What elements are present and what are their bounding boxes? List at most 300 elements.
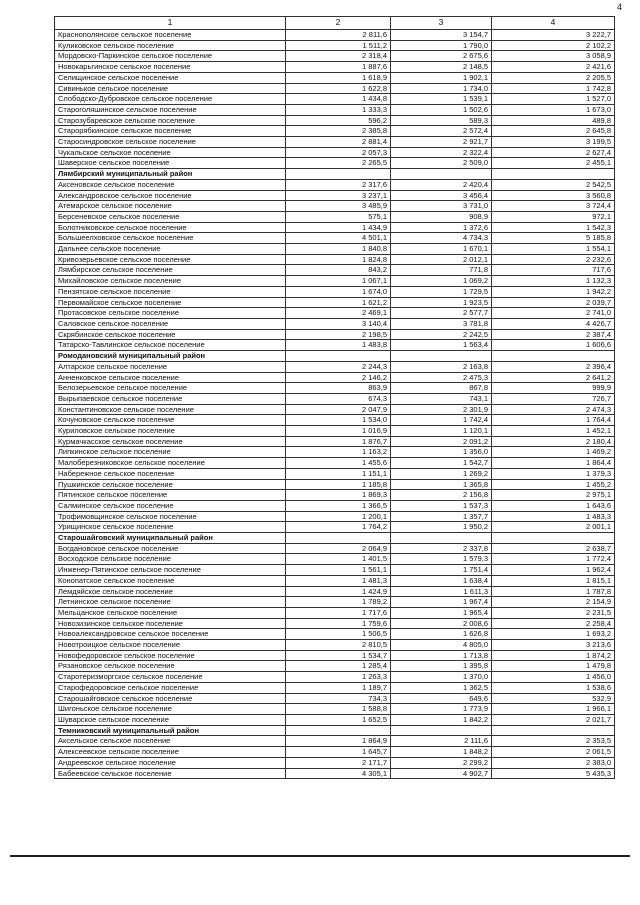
value-col3-cell: 2 572,4 (391, 126, 492, 137)
table-row (55, 361, 615, 372)
row-name-cell: Новоалександровское сельское поселение (55, 629, 286, 640)
value-col2-cell: 843,2 (286, 265, 391, 276)
value-col3-cell: 2 242,5 (391, 329, 492, 340)
table-row (55, 447, 615, 458)
value-col4-cell: 2 231,5 (492, 607, 615, 618)
row-name-cell: Рязановское сельское поселение (55, 661, 286, 672)
value-col3-cell: 1 742,4 (391, 415, 492, 426)
table-row (55, 522, 615, 533)
value-col3-cell: 1 365,8 (391, 479, 492, 490)
value-col4-cell: 2 421,6 (492, 62, 615, 73)
value-col2-cell: 1 200,1 (286, 511, 391, 522)
value-col3-cell: 1 773,9 (391, 704, 492, 715)
row-name-cell: Восходское сельское поселение (55, 554, 286, 565)
value-col2-cell: 2 811,6 (286, 30, 391, 41)
value-col2-cell: 1 789,2 (286, 597, 391, 608)
row-name-cell: Ромодановский муниципальный район (55, 351, 286, 362)
value-col4-cell: 999,9 (492, 383, 615, 394)
value-col3-cell: 2 301,9 (391, 404, 492, 415)
value-col2-cell: 1 067,1 (286, 276, 391, 287)
row-name-cell: Аксельское сельское поселение (55, 736, 286, 747)
table-row (55, 650, 615, 661)
value-col3-cell: 649,6 (391, 693, 492, 704)
value-col3-cell: 3 154,7 (391, 30, 492, 41)
row-name-cell: Лемдяйское сельское поселение (55, 586, 286, 597)
table-row (55, 40, 615, 51)
row-name-cell: Первомайское сельское поселение (55, 297, 286, 308)
value-col2-cell: 1 759,6 (286, 618, 391, 629)
row-name-cell: Татарско-Тавлинское сельское поселение (55, 340, 286, 351)
table-row (55, 640, 615, 651)
value-col2-cell: 1 717,6 (286, 607, 391, 618)
row-name-cell: Мордовско-Паркинское сельское поселение (55, 51, 286, 62)
section-row (55, 169, 615, 180)
value-col4-cell: 1 764,4 (492, 415, 615, 426)
value-col2-cell (286, 533, 391, 544)
value-col4-cell: 2 396,4 (492, 361, 615, 372)
value-col3-cell: 1 626,8 (391, 629, 492, 640)
value-col4-cell: 1 643,6 (492, 500, 615, 511)
value-col2-cell: 1 424,9 (286, 586, 391, 597)
table-row (55, 222, 615, 233)
value-col2-cell: 1 455,6 (286, 458, 391, 469)
value-col3-cell: 743,1 (391, 393, 492, 404)
value-col3-cell: 3 456,4 (391, 190, 492, 201)
value-col3-cell: 2 675,6 (391, 51, 492, 62)
value-col3-cell: 2 163,8 (391, 361, 492, 372)
row-name-cell: Новотроицкое сельское поселение (55, 640, 286, 651)
value-col3-cell: 1 965,4 (391, 607, 492, 618)
value-col3-cell: 1 611,3 (391, 586, 492, 597)
value-col3-cell: 1 370,0 (391, 672, 492, 683)
row-name-cell: Липкинское сельское поселение (55, 447, 286, 458)
value-col4-cell: 2 627,4 (492, 147, 615, 158)
row-name-cell: Малоберезниковское сельское поселение (55, 458, 286, 469)
value-col4-cell: 1 379,3 (492, 468, 615, 479)
row-name-cell: Старотеризморгское сельское поселение (55, 672, 286, 683)
row-name-cell: Бабеевское сельское поселение (55, 768, 286, 779)
row-name-cell: Темниковский муниципальный район (55, 725, 286, 736)
value-col2-cell: 1 864,9 (286, 736, 391, 747)
value-col3-cell: 1 563,4 (391, 340, 492, 351)
table-row (55, 458, 615, 469)
value-col2-cell: 674,3 (286, 393, 391, 404)
table-row (55, 565, 615, 576)
row-name-cell: Михайловское сельское поселение (55, 276, 286, 287)
value-col3-cell: 1 269,2 (391, 468, 492, 479)
value-col2-cell: 1 621,2 (286, 297, 391, 308)
value-col2-cell: 1 588,8 (286, 704, 391, 715)
row-name-cell: Краснополянское сельское поселение (55, 30, 286, 41)
row-name-cell: Пятинское сельское поселение (55, 490, 286, 501)
row-name-cell: Дальнее сельское поселение (55, 244, 286, 255)
table-row (55, 736, 615, 747)
value-col3-cell: 908,9 (391, 211, 492, 222)
value-col4-cell: 1 479,8 (492, 661, 615, 672)
row-name-cell: Лямбирское сельское поселение (55, 265, 286, 276)
value-col3-cell: 2 111,6 (391, 736, 492, 747)
value-col2-cell: 1 511,2 (286, 40, 391, 51)
table-row (55, 747, 615, 758)
row-name-cell: Трофимовщинское сельское поселение (55, 511, 286, 522)
value-col4-cell: 2 205,5 (492, 72, 615, 83)
value-col2-cell: 2 064,9 (286, 543, 391, 554)
column-header: 1 (55, 17, 286, 30)
value-col3-cell (391, 725, 492, 736)
value-col3-cell: 2 509,0 (391, 158, 492, 169)
value-col4-cell: 489,8 (492, 115, 615, 126)
row-name-cell: Богдановское сельское поселение (55, 543, 286, 554)
value-col3-cell: 2 299,2 (391, 757, 492, 768)
value-col4-cell: 1 469,2 (492, 447, 615, 458)
table-row (55, 244, 615, 255)
value-col2-cell: 1 840,8 (286, 244, 391, 255)
value-col4-cell: 2 741,0 (492, 308, 615, 319)
row-name-cell: Кочуновское сельское поселение (55, 415, 286, 426)
row-name-cell: Старофедоровское сельское поселение (55, 682, 286, 693)
table-row (55, 426, 615, 437)
row-name-cell: Болотниковское сельское поселение (55, 222, 286, 233)
row-name-cell: Атемарское сельское поселение (55, 201, 286, 212)
value-col4-cell: 2 641,2 (492, 372, 615, 383)
value-col4-cell: 1 673,0 (492, 104, 615, 115)
table-row (55, 94, 615, 105)
value-col2-cell: 4 501,1 (286, 233, 391, 244)
table-row (55, 211, 615, 222)
table-row (55, 190, 615, 201)
value-col3-cell: 2 008,6 (391, 618, 492, 629)
row-name-cell: Старошайговский муниципальный район (55, 533, 286, 544)
value-col2-cell: 1 887,6 (286, 62, 391, 73)
table-row (55, 104, 615, 115)
table-row (55, 372, 615, 383)
value-col4-cell: 2 061,5 (492, 747, 615, 758)
value-col4-cell (492, 351, 615, 362)
row-name-cell: Кривозерьевское сельское поселение (55, 254, 286, 265)
value-col4-cell: 1 693,2 (492, 629, 615, 640)
value-col4-cell: 2 258,4 (492, 618, 615, 629)
value-col4-cell: 2 102,2 (492, 40, 615, 51)
value-col2-cell: 1 285,4 (286, 661, 391, 672)
table-row (55, 340, 615, 351)
value-col2-cell: 2 318,4 (286, 51, 391, 62)
value-col2-cell: 863,9 (286, 383, 391, 394)
table-row (55, 115, 615, 126)
row-name-cell: Куриловское сельское поселение (55, 426, 286, 437)
value-col4-cell: 2 039,7 (492, 297, 615, 308)
row-name-cell: Новозизинское сельское поселение (55, 618, 286, 629)
value-col2-cell: 1 645,7 (286, 747, 391, 758)
value-col2-cell: 1 652,5 (286, 715, 391, 726)
value-col2-cell: 2 057,3 (286, 147, 391, 158)
value-col2-cell: 3 237,1 (286, 190, 391, 201)
table-row (55, 479, 615, 490)
value-col4-cell: 1 542,3 (492, 222, 615, 233)
table-body (55, 30, 615, 779)
value-col3-cell: 4 734,3 (391, 233, 492, 244)
value-col3-cell: 1 848,2 (391, 747, 492, 758)
value-col2-cell: 2 171,7 (286, 757, 391, 768)
row-name-cell: Алексеевское сельское поселение (55, 747, 286, 758)
table-row (55, 543, 615, 554)
value-col4-cell: 726,7 (492, 393, 615, 404)
value-col4-cell: 1 132,3 (492, 276, 615, 287)
value-col2-cell: 1 824,8 (286, 254, 391, 265)
value-col4-cell: 1 942,2 (492, 286, 615, 297)
value-col3-cell: 2 577,7 (391, 308, 492, 319)
footer-divider (10, 855, 630, 857)
table-row (55, 618, 615, 629)
row-name-cell: Курмачкасское сельское поселение (55, 436, 286, 447)
row-name-cell: Скрябинское сельское поселение (55, 329, 286, 340)
value-col2-cell: 2 469,1 (286, 308, 391, 319)
section-row (55, 725, 615, 736)
value-col4-cell: 1 815,1 (492, 575, 615, 586)
value-col2-cell: 1 534,7 (286, 650, 391, 661)
table-row (55, 415, 615, 426)
value-col4-cell: 1 455,2 (492, 479, 615, 490)
value-col2-cell: 1 401,5 (286, 554, 391, 565)
value-col2-cell: 1 506,5 (286, 629, 391, 640)
value-col4-cell: 1 874,2 (492, 650, 615, 661)
row-name-cell: Алтарское сельское поселение (55, 361, 286, 372)
page-number: 4 (616, 2, 622, 12)
row-name-cell: Старорябкинское сельское поселение (55, 126, 286, 137)
value-col2-cell: 1 185,8 (286, 479, 391, 490)
value-col2-cell: 1 189,7 (286, 682, 391, 693)
table-row (55, 468, 615, 479)
value-col2-cell: 2 385,8 (286, 126, 391, 137)
table-row (55, 511, 615, 522)
table-row (55, 329, 615, 340)
value-col2-cell: 596,2 (286, 115, 391, 126)
value-col3-cell: 1 950,2 (391, 522, 492, 533)
value-col2-cell: 1 366,5 (286, 500, 391, 511)
value-col3-cell: 2 156,8 (391, 490, 492, 501)
value-col3-cell: 1 357,7 (391, 511, 492, 522)
value-col3-cell: 3 731,0 (391, 201, 492, 212)
value-col3-cell (391, 351, 492, 362)
row-name-cell: Протасовское сельское поселение (55, 308, 286, 319)
table-row (55, 233, 615, 244)
column-header: 4 (492, 17, 615, 30)
value-col3-cell: 867,8 (391, 383, 492, 394)
value-col2-cell: 2 265,5 (286, 158, 391, 169)
table-row (55, 179, 615, 190)
table-row (55, 661, 615, 672)
value-col4-cell: 2 232,6 (492, 254, 615, 265)
table-row (55, 393, 615, 404)
row-name-cell: Пензятское сельское поселение (55, 286, 286, 297)
value-col4-cell: 1 483,3 (492, 511, 615, 522)
row-name-cell: Куликовское сельское поселение (55, 40, 286, 51)
value-col3-cell: 1 902,1 (391, 72, 492, 83)
row-name-cell: Сивинькое сельское поселение (55, 83, 286, 94)
column-header: 2 (286, 17, 391, 30)
value-col3-cell: 4 805,0 (391, 640, 492, 651)
row-name-cell: Салминское сельское поселение (55, 500, 286, 511)
table-row (55, 126, 615, 137)
value-col3-cell: 1 362,5 (391, 682, 492, 693)
value-col4-cell: 972,1 (492, 211, 615, 222)
value-col3-cell (391, 533, 492, 544)
value-col4-cell: 2 474,3 (492, 404, 615, 415)
table-row (55, 672, 615, 683)
value-col2-cell: 1 483,8 (286, 340, 391, 351)
table-row (55, 158, 615, 169)
value-col2-cell (286, 725, 391, 736)
table-row (55, 83, 615, 94)
row-name-cell: Анненковское сельское поселение (55, 372, 286, 383)
value-col2-cell: 1 434,8 (286, 94, 391, 105)
value-col2-cell: 734,3 (286, 693, 391, 704)
value-col3-cell: 1 356,0 (391, 447, 492, 458)
value-col3-cell: 1 734,0 (391, 83, 492, 94)
value-col3-cell: 1 842,2 (391, 715, 492, 726)
row-name-cell: Селищинское сельское поселение (55, 72, 286, 83)
row-name-cell: Шуварское сельское поселение (55, 715, 286, 726)
value-col3-cell: 1 069,2 (391, 276, 492, 287)
value-col4-cell: 3 213,6 (492, 640, 615, 651)
value-col4-cell: 2 383,0 (492, 757, 615, 768)
value-col3-cell: 1 638,4 (391, 575, 492, 586)
table-row (55, 715, 615, 726)
table-row (55, 682, 615, 693)
value-col2-cell (286, 169, 391, 180)
column-header: 3 (391, 17, 492, 30)
row-name-cell: Старошайговское сельское поселение (55, 693, 286, 704)
table-row (55, 768, 615, 779)
value-col4-cell: 3 199,5 (492, 137, 615, 148)
value-col4-cell: 1 966,1 (492, 704, 615, 715)
value-col2-cell: 575,1 (286, 211, 391, 222)
value-col4-cell: 2 353,5 (492, 736, 615, 747)
value-col2-cell: 1 163,2 (286, 447, 391, 458)
value-col4-cell: 1 864,4 (492, 458, 615, 469)
value-col4-cell: 2 455,1 (492, 158, 615, 169)
row-name-cell: Чукальское сельское поселение (55, 147, 286, 158)
row-name-cell: Мельцанское сельское поселение (55, 607, 286, 618)
value-col4-cell: 1 538,6 (492, 682, 615, 693)
value-col3-cell: 1 539,1 (391, 94, 492, 105)
value-col2-cell: 2 244,3 (286, 361, 391, 372)
value-col4-cell (492, 169, 615, 180)
value-col3-cell: 1 967,4 (391, 597, 492, 608)
value-col2-cell: 2 317,6 (286, 179, 391, 190)
row-name-cell: Константиновское сельское поселение (55, 404, 286, 415)
value-col4-cell: 1 742,8 (492, 83, 615, 94)
value-col4-cell: 1 787,8 (492, 586, 615, 597)
value-col3-cell: 2 420,4 (391, 179, 492, 190)
table-row (55, 704, 615, 715)
value-col4-cell: 2 180,4 (492, 436, 615, 447)
row-name-cell: Шаверское сельское поселение (55, 158, 286, 169)
row-name-cell: Новофедоровское сельское поселение (55, 650, 286, 661)
table-row (55, 490, 615, 501)
section-row (55, 351, 615, 362)
value-col4-cell: 1 554,1 (492, 244, 615, 255)
value-col2-cell: 2 047,9 (286, 404, 391, 415)
table-row (55, 757, 615, 768)
row-name-cell: Инженер-Пятинское сельское поселение (55, 565, 286, 576)
value-col2-cell: 2 810,5 (286, 640, 391, 651)
value-col2-cell: 2 146,2 (286, 372, 391, 383)
table-row (55, 597, 615, 608)
table-row (55, 308, 615, 319)
value-col4-cell: 2 542,5 (492, 179, 615, 190)
value-col3-cell: 2 322,4 (391, 147, 492, 158)
value-col2-cell: 1 481,3 (286, 575, 391, 586)
section-row (55, 533, 615, 544)
value-col3-cell: 4 902,7 (391, 768, 492, 779)
table-row (55, 500, 615, 511)
value-col3-cell: 2 012,1 (391, 254, 492, 265)
value-col2-cell: 1 876,7 (286, 436, 391, 447)
value-col3-cell: 1 395,8 (391, 661, 492, 672)
row-name-cell: Старозубаревское сельское поселение (55, 115, 286, 126)
value-col3-cell: 1 579,3 (391, 554, 492, 565)
value-col3-cell: 1 542,7 (391, 458, 492, 469)
budget-table (54, 16, 615, 779)
row-name-cell: Александровское сельское поселение (55, 190, 286, 201)
value-col4-cell: 717,6 (492, 265, 615, 276)
row-name-cell: Аксеновское сельское поселение (55, 179, 286, 190)
value-col2-cell: 1 869,3 (286, 490, 391, 501)
value-col3-cell: 1 923,5 (391, 297, 492, 308)
value-col4-cell: 4 426,7 (492, 318, 615, 329)
table-row (55, 607, 615, 618)
row-name-cell: Вырыпаевское сельское поселение (55, 393, 286, 404)
table-row (55, 147, 615, 158)
value-col3-cell: 1 372,6 (391, 222, 492, 233)
value-col4-cell: 3 058,9 (492, 51, 615, 62)
value-col2-cell: 2 881,4 (286, 137, 391, 148)
value-col2-cell: 4 305,1 (286, 768, 391, 779)
table-row (55, 383, 615, 394)
value-col4-cell: 2 645,8 (492, 126, 615, 137)
table-row (55, 575, 615, 586)
value-col2-cell: 1 622,8 (286, 83, 391, 94)
value-col4-cell: 2 387,4 (492, 329, 615, 340)
value-col4-cell: 1 456,0 (492, 672, 615, 683)
table-row (55, 297, 615, 308)
value-col3-cell: 1 790,0 (391, 40, 492, 51)
table-row (55, 629, 615, 640)
row-name-cell: Урищинское сельское поселение (55, 522, 286, 533)
value-col4-cell: 2 021,7 (492, 715, 615, 726)
row-name-cell: Пушкинское сельское поселение (55, 479, 286, 490)
table-row (55, 254, 615, 265)
table-row (55, 693, 615, 704)
value-col4-cell (492, 533, 615, 544)
row-name-cell: Андреевское сельское поселение (55, 757, 286, 768)
value-col4-cell: 532,9 (492, 693, 615, 704)
table-row (55, 404, 615, 415)
row-name-cell: Конопатское сельское поселение (55, 575, 286, 586)
row-name-cell: Белозерьевское сельское поселение (55, 383, 286, 394)
value-col2-cell: 1 151,1 (286, 468, 391, 479)
value-col3-cell: 1 120,1 (391, 426, 492, 437)
value-col3-cell: 2 148,5 (391, 62, 492, 73)
value-col3-cell: 1 670,1 (391, 244, 492, 255)
value-col3-cell: 771,8 (391, 265, 492, 276)
value-col3-cell: 1 751,4 (391, 565, 492, 576)
table-row (55, 265, 615, 276)
value-col3-cell: 1 537,3 (391, 500, 492, 511)
row-name-cell: Саловское сельское поселение (55, 318, 286, 329)
value-col4-cell: 1 606,6 (492, 340, 615, 351)
value-col2-cell: 1 674,0 (286, 286, 391, 297)
